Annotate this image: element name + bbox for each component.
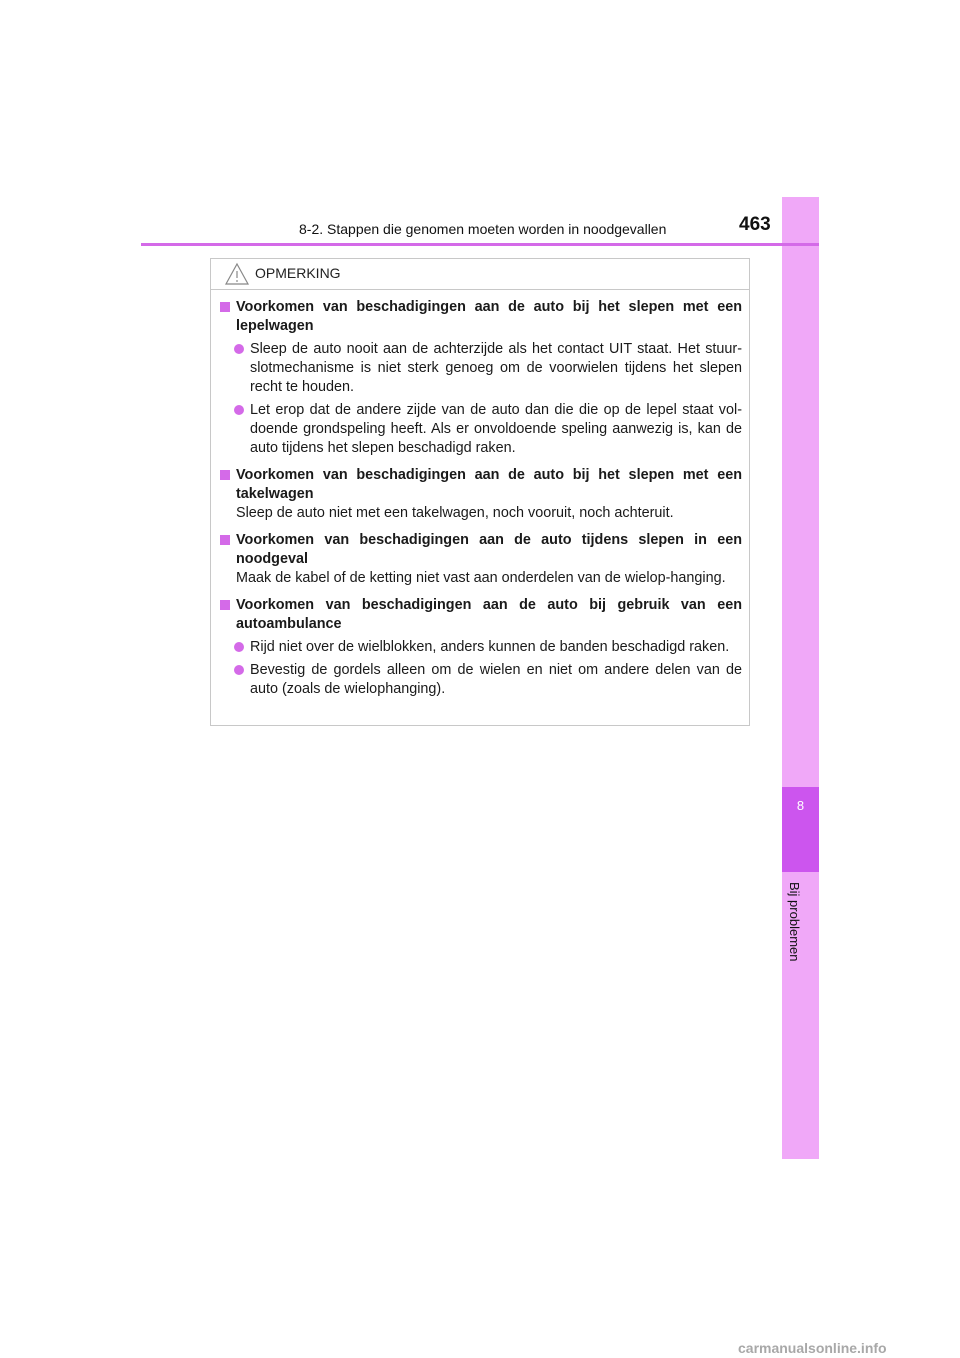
circle-bullet-icon [234, 405, 244, 415]
section-title: 8-2. Stappen die genomen moeten worden in noodgevallen [299, 221, 667, 237]
warning-triangle-icon [224, 262, 250, 286]
item-heading-text: Voorkomen van beschadigingen aan de auto tijdens slepen in een noodgeval [236, 532, 742, 567]
item-heading-text: Voorkomen van beschadigingen aan de auto bij gebruik van een autoambulance [236, 597, 742, 632]
circle-bullet-icon [234, 642, 244, 652]
bullet-text: Rijd niet over de wielblokken, anders kunnen de banden beschadigd raken. [250, 639, 730, 655]
notice-item [218, 531, 742, 588]
item-heading [218, 298, 742, 336]
square-bullet-icon [220, 600, 230, 610]
watermark: carmanualsonline.info [738, 1340, 887, 1356]
item-heading [218, 596, 742, 634]
chapter-side-tab [782, 197, 819, 1159]
item-heading-text: Voorkomen van beschadigingen aan de auto bij het slepen met een lepelwagen [236, 299, 742, 334]
bullet-text: Let erop dat de andere zijde van de auto dan die die op de lepel staat vol-doende grondspeling heeft. Als er onvoldoende speling aanwezig is, kan de auto tijdens het slepen beschadigd raken. [250, 402, 742, 456]
notice-title: OPMERKING [255, 265, 341, 281]
bullet-text: Bevestig de gordels alleen om de wielen en niet om andere delen van de auto (zoals de wielophanging). [250, 662, 742, 697]
item-heading [218, 466, 742, 504]
item-text: Maak de kabel of de ketting niet vast aan onderdelen van de wielop-hanging. [236, 570, 726, 586]
square-bullet-icon [220, 470, 230, 480]
bullet-item [218, 401, 742, 458]
notice-header [211, 259, 749, 290]
header-divider [141, 243, 819, 246]
notice-box [210, 258, 750, 726]
circle-bullet-icon [234, 344, 244, 354]
notice-body [211, 290, 749, 699]
notice-item [218, 596, 742, 699]
notice-item [218, 466, 742, 523]
bullet-item [218, 661, 742, 699]
notice-item [218, 298, 742, 458]
page-number: 463 [739, 214, 771, 235]
square-bullet-icon [220, 302, 230, 312]
chapter-title: Bij problemen [787, 882, 802, 962]
bullet-item [218, 340, 742, 397]
square-bullet-icon [220, 535, 230, 545]
item-heading [218, 531, 742, 569]
bullet-text: Sleep de auto nooit aan de achterzijde als het contact UIT staat. Het stuur-slotmechanisme is niet sterk genoeg om de voorwielen tijdens het slepen recht te houden. [250, 341, 742, 395]
chapter-number: 8 [796, 798, 805, 813]
bullet-item [218, 638, 742, 657]
item-heading-text: Voorkomen van beschadigingen aan de auto bij het slepen met een takelwagen [236, 467, 742, 502]
circle-bullet-icon [234, 665, 244, 675]
item-text: Sleep de auto niet met een takelwagen, noch vooruit, noch achteruit. [236, 505, 674, 521]
